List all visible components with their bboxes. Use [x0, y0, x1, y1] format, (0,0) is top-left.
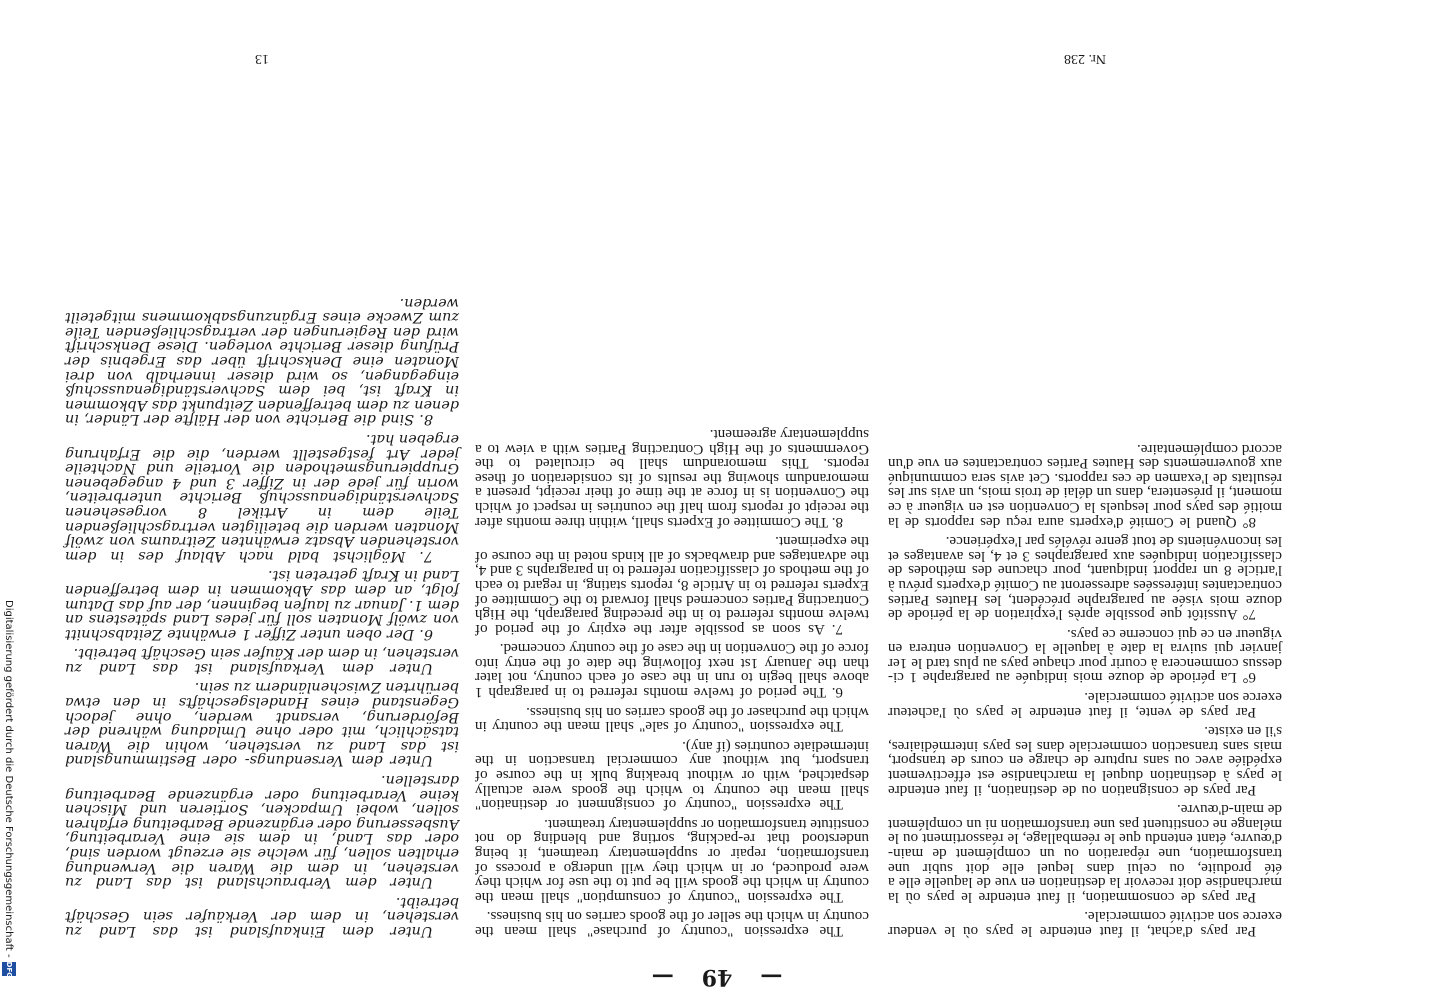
- fr-paragraph: Par pays d'achat, il faut entendre le pays où le vendeur exerce son activité commerciale.: [888, 908, 1282, 939]
- en-paragraph: 6. The period of twelve months referred to in paragraph 1 above shall begin to run in the case of each country, not later than the January 1st next following the date of the entry into force of the Convention in the case of the country concerned.: [475, 640, 869, 701]
- fr-paragraph: 7° Aussitôt que possible après l'expiration de la période de douze mois visée au paragraphe précédent, les Hautes Parties contractantes intéressées adresseront au Comité d'experts prévu à l'article 8 un rapport indiquant, pour chacune des méthodes de classification indiquées aux paragraphes 3 et 4, les avantages et les inconvénients de tout genre révélés par l'expérience.: [888, 533, 1282, 623]
- document-reference: Nr. 238: [1064, 51, 1106, 66]
- page-number-header: [0, 964, 1434, 990]
- german-column: [65, 290, 459, 938]
- de-paragraph: Unter dem Einkaufsland ist das Land zu verstehen, in dem der Verkäufer sein Geschäft betreibt.: [65, 893, 459, 939]
- fr-paragraph: Par pays de consignation ou de destination, il faut entendre le pays à destination duquel la marchandise est effectivement expédiée avec ou sans rupture de charge en cours de transport, mais sans transaction commerciale dans les pays intermédiaires, s'il en existe.: [888, 723, 1282, 798]
- fr-paragraph: 6° La période de douze mois indiquée au paragraphe 1 ci-dessus commencera à courir pour chaque pays au plus tard le 1er janvier qui suivra la date à laquelle la Convention entrera en vigueur en ce qui concerne ce pays.: [888, 625, 1282, 686]
- de-paragraph: Unter dem Verbrauchsland ist das Land zu verstehen, in dem die Waren die Verwendung erhalten sollen, für welche sie erzeugt worden sind, oder das Land, in dem sie eine Verarbeitung, Ausbesserung oder ergänzende Bearbeitung erfahren sollen, wobei Umpacken, Sortieren und Mischen keine Verarbeitung oder ergänzende Bearbeitung darstellen.: [65, 772, 459, 891]
- fr-paragraph: Par pays de vente, il faut entendre le pays où l'acheteur exerce son activité commerciale.: [888, 689, 1282, 720]
- french-column: [888, 436, 1282, 938]
- en-paragraph: The expression "country of consumption" shall mean the country in which the goods will be put to the use for which they were produced, or in which they will undergo a process of transformation, repair or supplementary treatment, it being understood that re-packing, sorting and blending do not constitute transformation or supplementary treatment.: [475, 815, 869, 905]
- de-paragraph: 6. Der oben unter Ziffer 1 erwähnte Zeitabschnitt von zwölf Monaten soll für jedes Land spätestens an dem 1. Januar zu laufen beginnen, der auf das Datum folgt, an dem das Abkommen in dem betreffenden Land in Kraft getreten ist.: [65, 567, 459, 642]
- de-paragraph: Unter dem Versendungs- oder Bestimmungsland ist das Land zu verstehen, wohin die Waren tatsächlich, mit oder ohne Umladung während der Beförderung, versandt werden, ohne jedoch Gegenstand eines Handelsgeschäfts in den etwa berührten Zwischenländern zu sein.: [65, 679, 459, 769]
- de-paragraph: Unter dem Verkaufsland ist das Land zu verstehen, in dem der Käufer sein Geschäft betreibt.: [65, 645, 459, 676]
- page-number-dash-left: —: [760, 964, 783, 990]
- sheet-number: 13: [255, 51, 269, 66]
- en-paragraph: The expression "country of purchase" shall mean the country in which the seller of the goods carries on his business.: [475, 908, 869, 939]
- de-paragraph: 7. Möglichst bald nach Ablauf des in dem vorstehenden Absatz erwähnten Zeitraums von zwölf Monaten werden die beteiligten vertragschließenden Teile dem in Artikel 8 vorgesehenen Sachverständigenausschuß Berichte unterbreiten, worin für jede der in Ziffer 3 und 4 angegebenen Gruppierungsmethoden die Vorteile und Nachteile jeder Art festgestellt werden, die die Erfahrung ergeben hat.: [65, 431, 459, 564]
- fr-paragraph: 8° Quand le Comité d'experts aura reçu des rapports de la moitié des pays pour lesquels la Convention est en vigueur à ce moment, il présentera, dans un délai de trois mois, un avis sur les résultats de l'examen de ces rapports. Cet avis sera communiqué aux gouvernements des Hautes Parties contractantes en vue d'un accord complémentaire.: [888, 440, 1282, 530]
- digitization-credit-text: Digitalisierung gefördert durch die Deutsche Forschungsgemeinschaft -: [3, 600, 15, 958]
- en-paragraph: The expression "country of sale" shall mean the country in which the purchaser of the goods carries on his business.: [475, 703, 869, 735]
- fr-paragraph: Par pays de consommation, il faut entendre le pays où la marchandise doit recevoir la destination en vue de laquelle elle a été produite, ou celui dans lequel elle doit subir une transformation, une réparation ou un complément de main-d'œuvre, étant entendu que le réemballage, le réassortiment ou le mélange ne constituent pas une transformation ni un complément de main-d'œuvre.: [887, 801, 1282, 905]
- english-column: [475, 421, 869, 938]
- page-number: 49: [701, 964, 733, 990]
- en-paragraph: 7. As soon as possible after the expiry of the period of twelve months referred to in the preceding paragraph, the High Contracting Parties concerned shall forward to the Committee of Experts referred to in Article 8, reports stating, in regard to each of the methods of classification referred to in paragraphs 3 and 4, the advantages and drawbacks of all kinds noted in the course of the experiment.: [475, 533, 869, 637]
- en-paragraph: 8. The Committee of Experts shall, within three months after the receipt of reports from half the countries in respect of which the Convention is in force at the time of their receipt, present a memorandum showing the results of its consideration of these reports. This memorandum shall be circulated to the Governments of the High Contracting Parties with a view to a supplementary agreement.: [475, 426, 869, 530]
- page-number-dash-right: —: [651, 964, 674, 990]
- dfg-logo-icon: DFG: [2, 962, 16, 976]
- en-paragraph: The expression "country of consignment or destination" shall mean the country to which the goods were actually despatched, with or without breaking bulk in the course of transport, but without any commercial transaction in the intermediate countries (if any).: [475, 737, 869, 813]
- de-paragraph: 8. Sind die Berichte von der Hälfte der Länder, in denen zu dem betreffenden Zeitpunkt das Abkommen in Kraft ist, bei dem Sachverständigenausschuß eingegangen, so wird dieser innerhalb von drei Monaten eine Denkschrift über das Ergebnis der Prüfung dieser Berichte vorlegen. Diese Denkschrift wird den Regierungen der vertragschließenden Teile zum Zwecke eines Ergänzungsabkommens mitgeteilt werden.: [65, 294, 459, 428]
- digitization-credit: [2, 600, 16, 1000]
